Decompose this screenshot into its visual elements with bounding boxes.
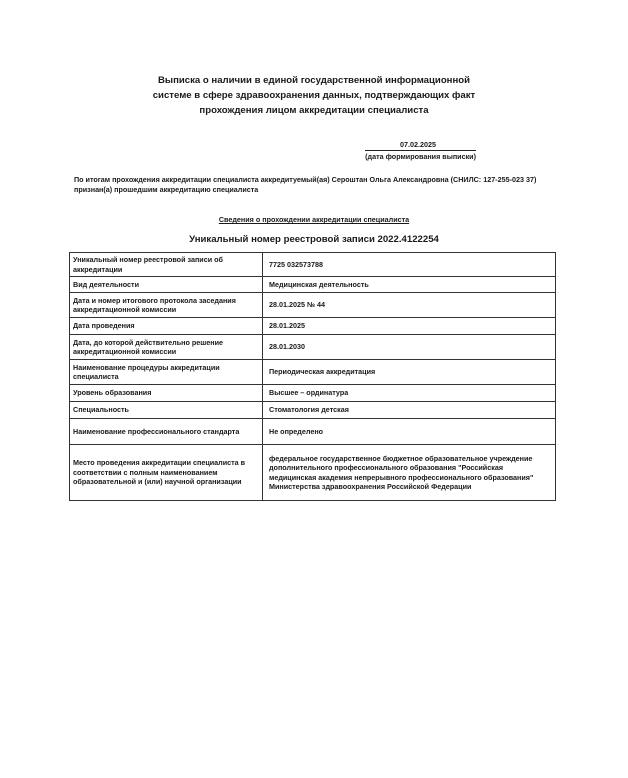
row-value: 7725 032573788 [263, 253, 556, 277]
table-row [70, 293, 556, 318]
table-row [70, 385, 556, 402]
table-row [70, 419, 556, 445]
row-value: 28.01.2025 [263, 318, 556, 335]
registry-number-heading: Уникальный номер реестровой записи 2022.4122254 [189, 234, 439, 245]
title-line-1: Выписка о наличии в единой государственной информационной [157, 75, 471, 86]
issue-date: 07.02.2025 [400, 140, 436, 149]
row-value: Высшее – ординатура [263, 385, 556, 402]
title-line-3: прохождения лицом аккредитации специалиста [199, 105, 429, 116]
title-line-2: системе в сфере здравоохранения данных, подтверждающих факт [152, 90, 476, 101]
issue-date-block [365, 140, 476, 162]
row-value: Не определено [263, 419, 556, 445]
table-row [70, 318, 556, 335]
row-label: Наименование профессионального стандарта [70, 419, 263, 445]
row-value: Стоматология детская [263, 402, 556, 419]
row-label: Место проведения аккредитации специалиста в соответствии с полным наименованием образовательной и (или) научной организации [70, 445, 263, 501]
table-row [70, 335, 556, 360]
row-value: Медицинская деятельность [263, 277, 556, 293]
table-row [70, 360, 556, 385]
intro-paragraph: По итогам прохождения аккредитации специалиста аккредитуемый(ая) Сероштан Ольга Александровна (СНИЛС: 127-255-023 37) признан(а) прошедшим аккредитацию специалиста [74, 175, 537, 194]
row-label: Уникальный номер реестровой записи об аккредитации [70, 253, 263, 277]
row-label: Дата и номер итогового протокола заседания аккредитационной комиссии [70, 293, 263, 318]
row-label: Уровень образования [70, 385, 263, 402]
table-row [70, 402, 556, 419]
row-value: Периодическая аккредитация [263, 360, 556, 385]
document-title [100, 73, 528, 118]
row-value: 28.01.2025 № 44 [263, 293, 556, 318]
row-value: 28.01.2030 [263, 335, 556, 360]
row-label: Вид деятельности [70, 277, 263, 293]
row-label: Наименование процедуры аккредитации специалиста [70, 360, 263, 385]
section-heading: Сведения о прохождении аккредитации специалиста [218, 215, 410, 224]
row-label: Дата, до которой действительно решение аккредитационной комиссии [70, 335, 263, 360]
issue-date-caption: (дата формирования выписки) [365, 152, 476, 161]
table-row [70, 253, 556, 277]
row-value: федеральное государственное бюджетное образовательное учреждение дополнительного профессионального образования "Российская медицинская академия непрерывного профессионального образования" Министерства здравоохранения Российской Федерации [263, 445, 556, 501]
row-label: Дата проведения [70, 318, 263, 335]
table-row [70, 277, 556, 293]
row-label: Специальность [70, 402, 263, 419]
table-row [70, 445, 556, 501]
accreditation-details-table [69, 252, 556, 501]
